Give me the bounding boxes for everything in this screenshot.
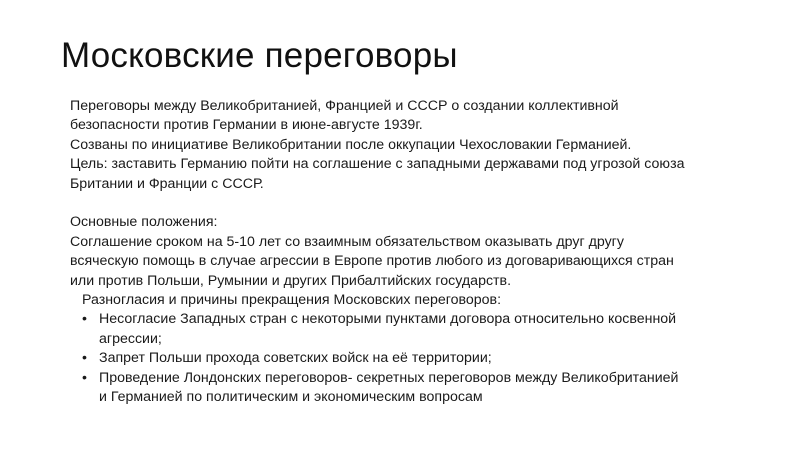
disagreements-heading: Разногласия и причины прекращения Московских переговоров: bbox=[82, 292, 502, 309]
bullet-icon: • bbox=[82, 369, 87, 386]
spacer bbox=[70, 194, 690, 213]
bullet-icon: • bbox=[82, 311, 87, 328]
main-points-text: Соглашение сроком на 5-10 лет со взаимным обязательством оказывать друг другу всяческую помощь в случае агрессии в Европе против любого из договаривающихся стран или против Польши, Румынии и других Прибалтийских государств. bbox=[70, 233, 674, 289]
paragraph-initiative: Созваны по инициативе Великобритании после оккупации Чехословакии Германией. bbox=[70, 136, 632, 153]
disagreements-list bbox=[70, 310, 690, 407]
slide-body bbox=[70, 97, 690, 407]
main-points-heading: Основные положения: bbox=[70, 214, 218, 231]
slide-title: Московские переговоры bbox=[61, 36, 458, 75]
list-item-text: Несогласие Западных стран с некоторыми пунктами договора относительно косвенной агрессии; bbox=[99, 311, 677, 347]
list-item bbox=[82, 349, 690, 368]
bullet-icon: • bbox=[82, 350, 87, 367]
list-item bbox=[82, 369, 690, 408]
list-item-text: Запрет Польши прохода советских войск на её территории; bbox=[99, 350, 492, 367]
paragraph-intro: Переговоры между Великобританией, Францией и СССР о создании коллективной безопасности против Германии в июне-августе 1939г. bbox=[70, 98, 619, 134]
list-item bbox=[82, 310, 690, 349]
list-item-text: Проведение Лондонских переговоров- секретных переговоров между Великобританией и Германией по политическим и экономическим вопросам bbox=[99, 369, 679, 406]
paragraph-goal: Цель: заставить Германию пойти на соглашение с западными державами под угрозой союза Британии и Франции с СССР. bbox=[70, 156, 685, 192]
